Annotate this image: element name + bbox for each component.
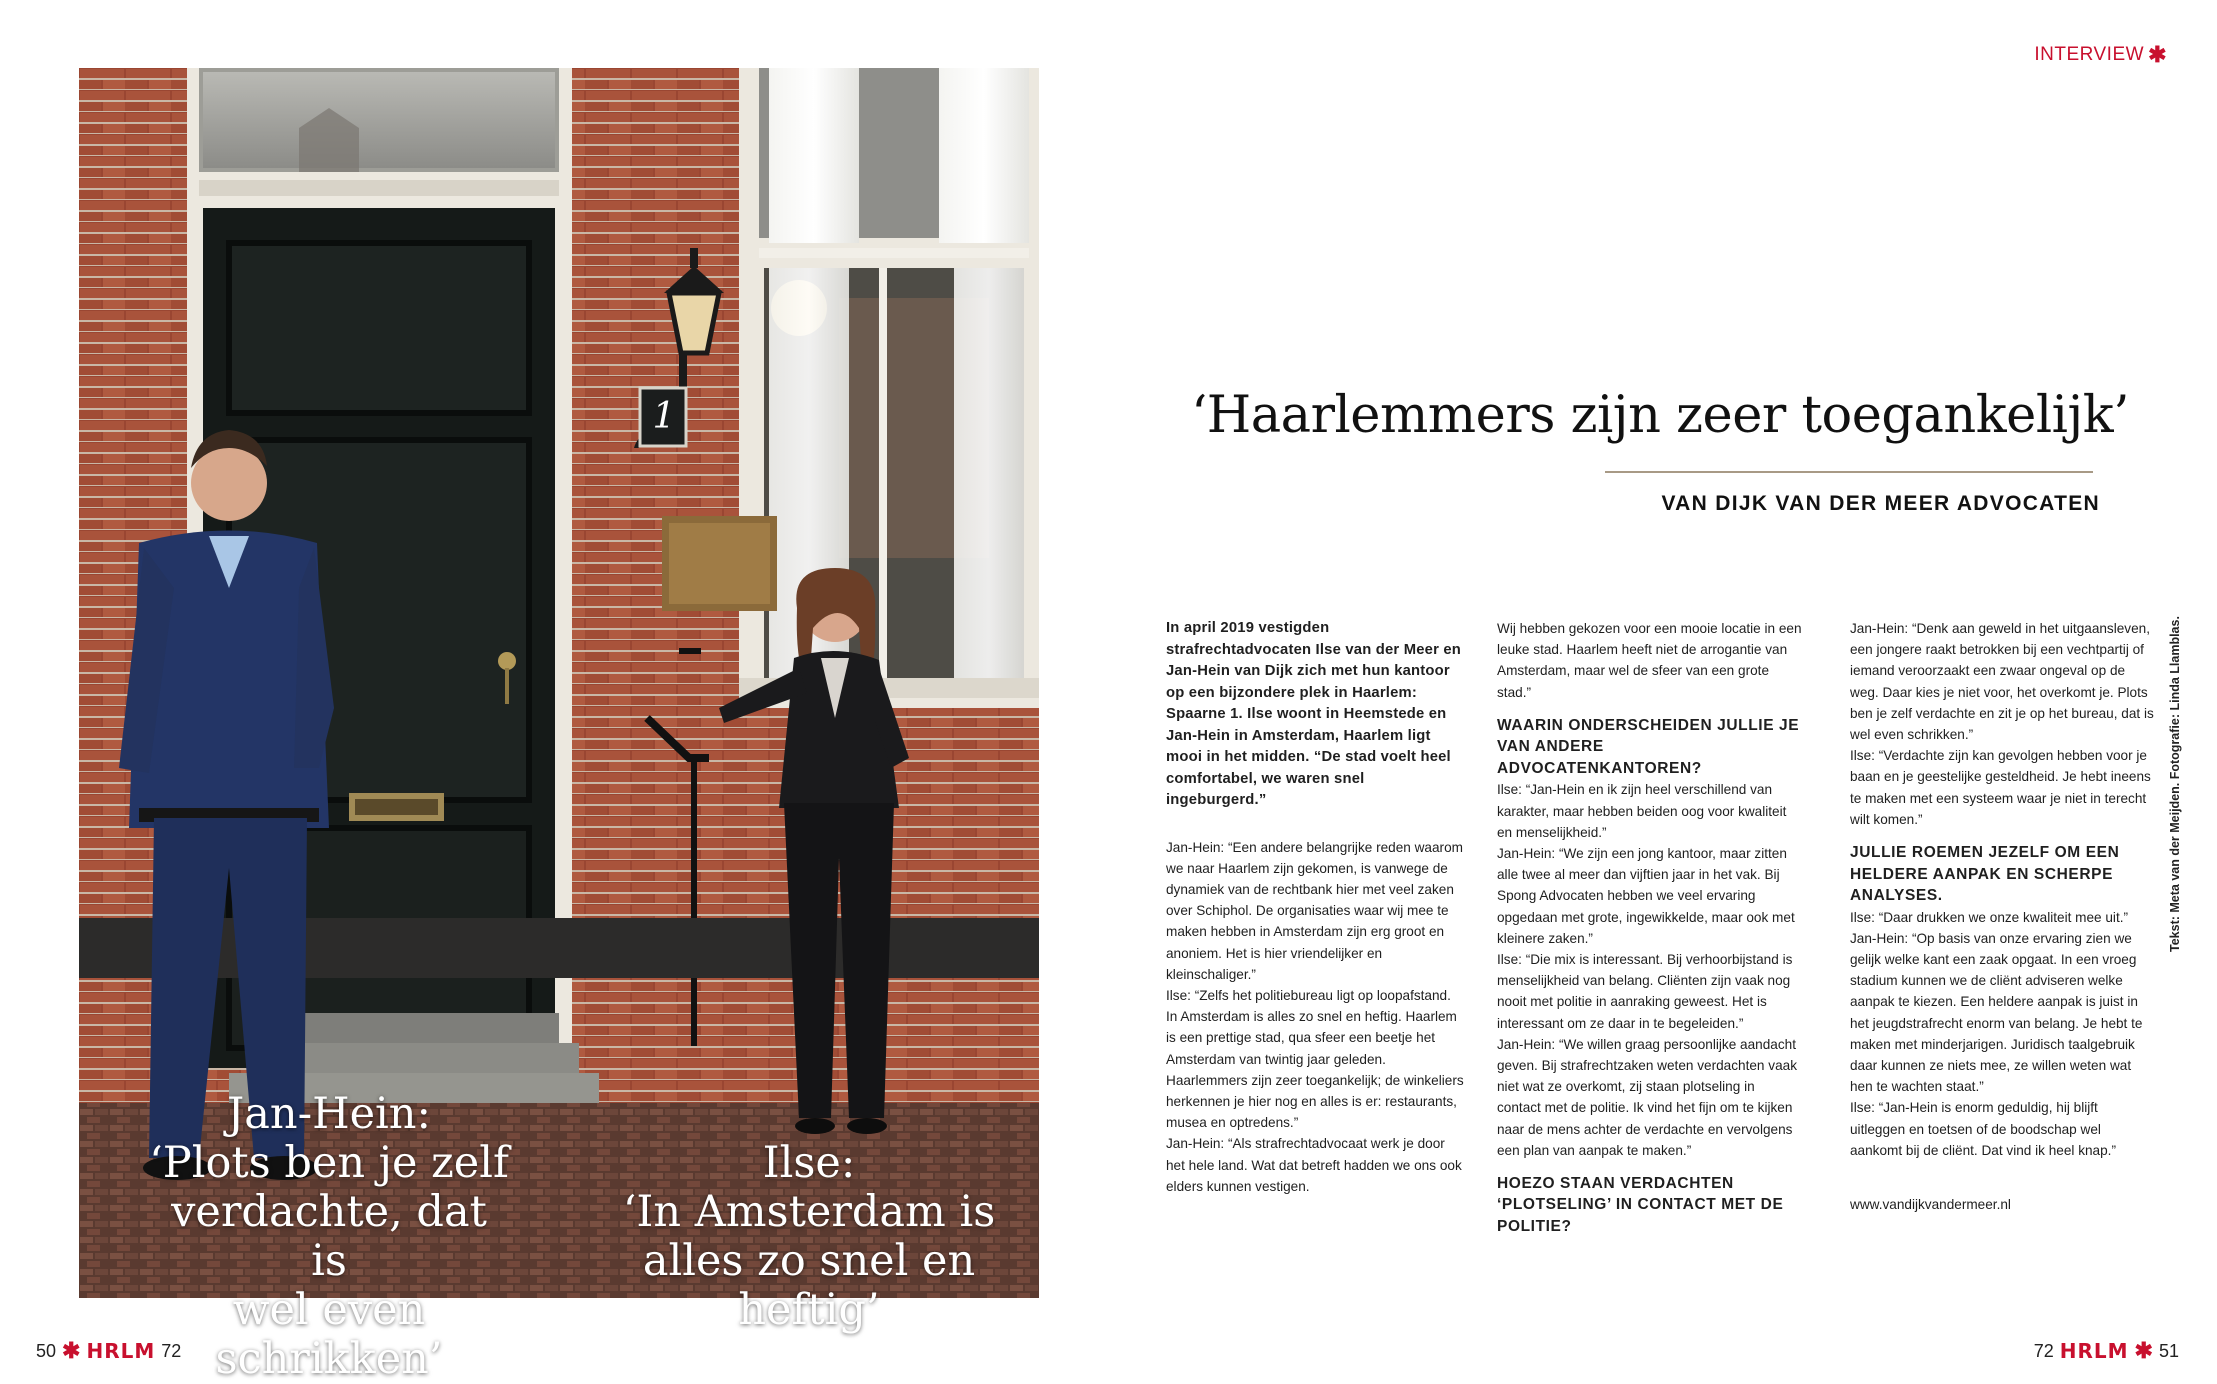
interview-question: WAARIN ONDERSCHEIDEN JULLIE JE VAN ANDERE ADVOCATENKANTOREN? bbox=[1497, 716, 1800, 777]
paragraph: Jan-Hein: “We zijn een jong kantoor, maar zitten alle twee al meer dan vijftien jaar in het vak. Bij Spong Advocaten hebben we veel ervaring opgedaan met grote, ingewikkelde, maar ook met kleinere zaken.” bbox=[1497, 845, 1795, 946]
section-label bbox=[2034, 42, 2167, 68]
lead-paragraph: In april 2019 vestigden strafrechtadvocaten Ilse van der Meer en Jan-Hein van Dijk zich met hun kantoor op een bijzondere plek in Haarlem: Spaarne 1. Ilse woont in Heemstede en Jan-Hein in Amsterdam, Haarlem ligt mooi in het midden. “De stad voelt heel comfortabel, we waren snel ingeburgerd.” bbox=[1166, 620, 1462, 808]
quote-jan-hein bbox=[149, 1090, 509, 1384]
article-subtitle: VAN DIJK VAN DER MEER ADVOCATEN bbox=[1661, 492, 2100, 515]
issue-number: 72 bbox=[161, 1340, 182, 1361]
quote-line: Ilse: bbox=[762, 1138, 856, 1188]
text-column-3 bbox=[1850, 618, 2155, 1215]
folio-right bbox=[2034, 1338, 2179, 1364]
quote-line: Jan-Hein: bbox=[227, 1089, 431, 1139]
paragraph: Jan-Hein: “Als strafrechtadvocaat werk je door het hele land. Wat dat betreft hadden we ons ook elders kunnen vestigen. bbox=[1166, 1136, 1462, 1194]
star-icon: ✱ bbox=[2148, 42, 2167, 67]
paragraph: Jan-Hein: “Denk aan geweld in het uitgaansleven, een jongere raakt betrokken bij een vechtpartij of iemand veroorzaakt een zwaar ongeval op de weg. Daar kies je niet voor, het overkomt je. Plots ben je zelf verdachte en zit je op het bureau, dat is wel even schrikken.” bbox=[1850, 621, 2154, 743]
folio-left bbox=[36, 1338, 181, 1364]
issue-number: 72 bbox=[2033, 1340, 2054, 1361]
section-label-text: INTERVIEW bbox=[2034, 44, 2145, 65]
paragraph: Ilse: “Die mix is interessant. Bij verhoorbijstand is menselijkheid van belang. Cliënten zijn vaak nog nooit met politie in aanraking geweest. Het is interessant om ze daar in te begeleiden.” bbox=[1497, 951, 1793, 1031]
magazine-logo: HRLM bbox=[2059, 1339, 2129, 1363]
star-icon: ✱ bbox=[2134, 1338, 2153, 1363]
interview-question: HOEZO STAAN VERDACHTEN ‘PLOTSELING’ IN CONTACT MET DE POLITIE? bbox=[1497, 1174, 1784, 1235]
house-number: 1 bbox=[652, 396, 676, 437]
magazine-logo: HRLM bbox=[86, 1339, 156, 1363]
paragraph: Jan-Hein: “We willen graag persoonlijke aandacht geven. Bij strafrechtzaken weten verdachten vaak niet wat ze overkomt, zij staan plotseling in contact met de politie. Ik vind het fijn om te kijken naar de mens achter de verdachte en vervolgens een plan van aanpak te maken.” bbox=[1497, 1036, 1797, 1158]
quote-line: alles zo snel en heftig’ bbox=[642, 1236, 976, 1335]
interview-question: JULLIE ROEMEN JEZELF OM EEN HELDERE AANPAK EN SCHERPE ANALYSES. bbox=[1850, 844, 2120, 905]
paragraph: Jan-Hein: “Op basis van onze ervaring zien we gelijk welke kant een zaak opgaat. In een vroeg stadium kunnen we de cliënt adviseren welke aanpak te kiezen. Een heldere aanpak is juist in het jeugdstrafrecht enorm van belang. Je hebt te maken met minderjarigen. Juridisch taalgebruik daar kunnen ze niets mee, ze willen weten wat hen te wachten staat.” bbox=[1850, 930, 2143, 1095]
paragraph: Ilse: “Jan-Hein en ik zijn heel verschillend van karakter, maar hebben beiden oog voor kwaliteit en menselijkheid.” bbox=[1497, 782, 1787, 840]
article-title: ‘Haarlemmers zijn zeer toegankelijk’ bbox=[1191, 386, 2129, 445]
page-number: 50 bbox=[36, 1340, 57, 1361]
paragraph: Ilse: “Jan-Hein is enorm geduldig, hij blijft uitleggen en toetsen of de boodschap wel aankomt bij de cliënt. Dat vind ik heel knap.” bbox=[1850, 1100, 2116, 1158]
title-divider bbox=[1605, 471, 2093, 473]
paragraph: Jan-Hein: “Een andere belangrijke reden waarom we naar Haarlem zijn gekomen, is vanwege de dynamiek van de rechtbank hier met veel zaken over Schiphol. De organisaties waar wij mee te maken hebben in Amsterdam zijn erg groot en anoniem. Het is hier vriendelijker en kleinschaliger.” bbox=[1166, 839, 1463, 982]
text-column-2 bbox=[1497, 618, 1802, 1237]
quote-line: wel even schrikken’ bbox=[215, 1285, 443, 1384]
paragraph: Ilse: “Zelfs het politiebureau ligt op loopafstand. In Amsterdam is alles zo snel en heftig. Haarlem is een prettige stad, qua sfeer een beetje het Amsterdam van twintig jaar geleden. Haarlemmers zijn zeer toegankelijk; de winkeliers herkennen je hier nog en alles is er: restaurants, musea en optredens.” bbox=[1166, 987, 1464, 1131]
quote-line: ‘In Amsterdam is bbox=[622, 1187, 996, 1237]
photo-credits: Tekst: Meta van der Meijden. Fotografie: Linda Llamblas. bbox=[2168, 616, 2182, 952]
quote-line: verdachte, dat is bbox=[171, 1187, 487, 1286]
website-link[interactable]: www.vandijkvandermeer.nl bbox=[1850, 1196, 2011, 1212]
text-column-1 bbox=[1166, 618, 1464, 1197]
page-number: 51 bbox=[2158, 1340, 2179, 1361]
star-icon: ✱ bbox=[62, 1338, 81, 1363]
quote-line: ‘Plots ben je zelf bbox=[149, 1138, 509, 1188]
paragraph: Ilse: “Verdachte zijn kan gevolgen hebben voor je baan en je geestelijke gesteldheid. Je hebt ineens te maken met een systeem waar je niet in terecht wilt komen.” bbox=[1850, 748, 2151, 827]
paragraph: Wij hebben gekozen voor een mooie locatie in een leuke stad. Haarlem heeft niet de arrogantie van Amsterdam, maar wel de sfeer van een grote stad.” bbox=[1497, 621, 1802, 700]
paragraph: Ilse: “Daar drukken we onze kwaliteit mee uit.” bbox=[1850, 909, 2129, 925]
quote-ilse bbox=[599, 1139, 1019, 1335]
